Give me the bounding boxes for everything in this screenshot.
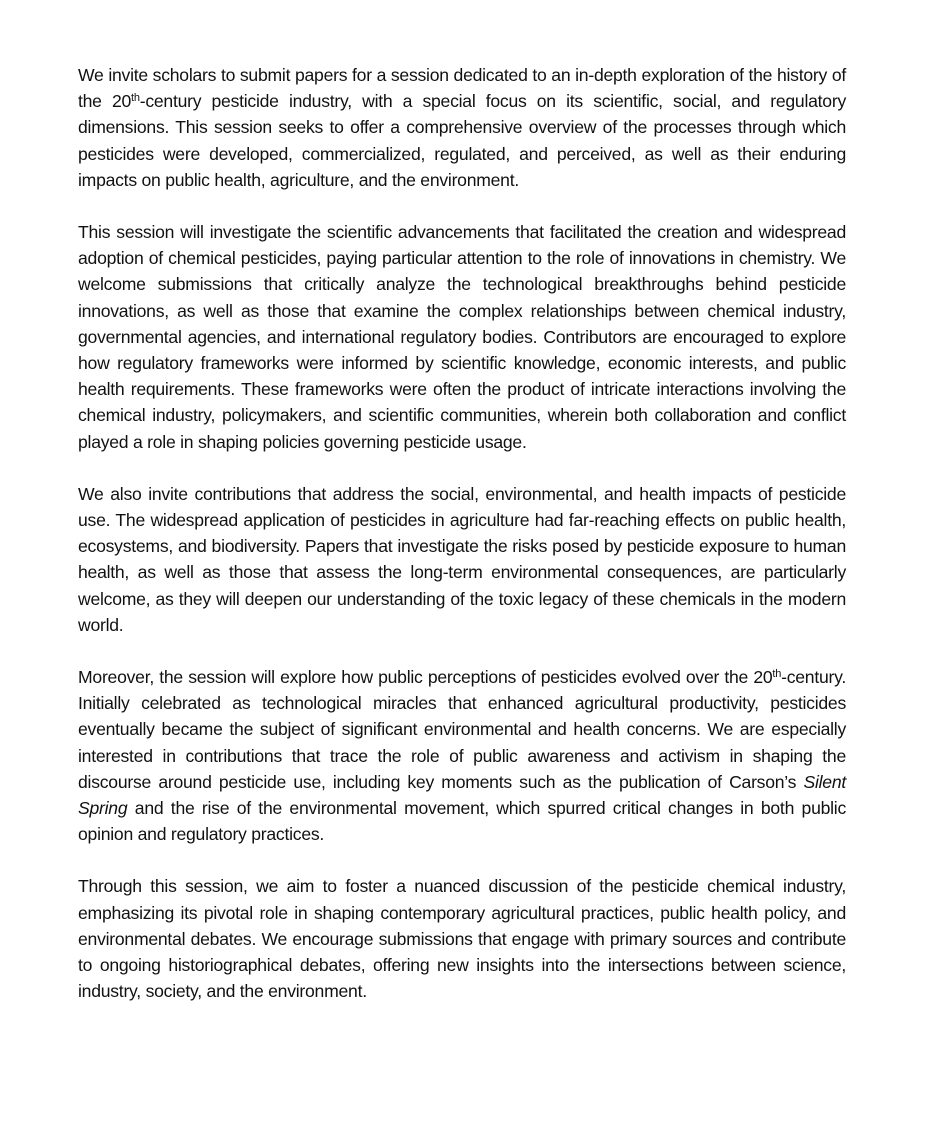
paragraph-intro [78,62,846,193]
paragraph-perceptions [78,664,846,847]
paragraph-intro-text-end: -century pesticide industry, with a special focus on its scientific, social, and regulatory dimensions. This session seeks to offer a comprehensive overview of the processes through which pesticides were developed, commercialized, regulated, and perceived, as well as their enduring impacts on public health, agriculture, and the environment. [78,91,846,190]
paragraph-perceptions-text-end: and the rise of the environmental movement, which spurred critical changes in both public opinion and regulatory practices. [78,798,846,845]
paragraph-intro-text-start: We invite scholars to submit papers for a session dedicated to an in-depth exploration of the history of the 20 [78,65,846,112]
ordinal-suffix: th [131,92,140,105]
book-title: Silent Spring [78,771,846,819]
paragraph-scientific [78,219,846,455]
paragraph-impacts-text: We also invite contributions that address the social, environmental, and health impacts of pesticide use. The widespread application of pesticides in agriculture had far-reaching effects on public health, ecosystems, and biodiversity. Papers that investigate the risks posed by pesticide exposure to human health, as well as those that assess the long-term environmental consequences, are particularly welcome, as they will deepen our understanding of the toxic legacy of these chemicals in the modern world. [78,483,846,635]
paragraph-conclusion [78,873,846,1004]
paragraph-perceptions-text-middle: -century. Initially celebrated as technological miracles that enhanced agricultural productivity, pesticides eventually became the subject of significant environmental and health concerns. We are especially interested in contributions that trace the role of public awareness and activism in shaping the discourse around pesticide use, including key moments such as the publication of Carson’s [78,667,846,792]
paragraph-scientific-text: This session will investigate the scientific advancements that facilitated the creation and widespread adoption of chemical pesticides, paying particular attention to the role of innovations in chemistry. We welcome submissions that critically analyze the technological breakthroughs behind pesticide innovations, as well as those that examine the complex relationships between chemical industry, governmental agencies, and international regulatory bodies. Contributors are encouraged to explore how regulatory frameworks were informed by scientific knowledge, economic interests, and public health requirements. These frameworks were often the product of intricate interactions involving the chemical industry, policymakers, and scientific communities, wherein both collaboration and conflict played a role in shaping policies governing pesticide usage. [78,222,846,452]
ordinal-suffix: th [772,668,782,681]
paragraph-conclusion-text: Through this session, we aim to foster a nuanced discussion of the pesticide chemical industry, emphasizing its pivotal role in shaping contemporary agricultural practices, public health policy, and environmental debates. We encourage submissions that engage with primary sources and contribute to ongoing historiographical debates, offering new insights into the intersections between science, industry, society, and the environment. [78,876,846,1002]
document-body [78,62,846,1005]
paragraph-perceptions-text-start: Moreover, the session will explore how public perceptions of pesticides evolved over the 20 [78,667,773,688]
paragraph-impacts [78,481,846,638]
